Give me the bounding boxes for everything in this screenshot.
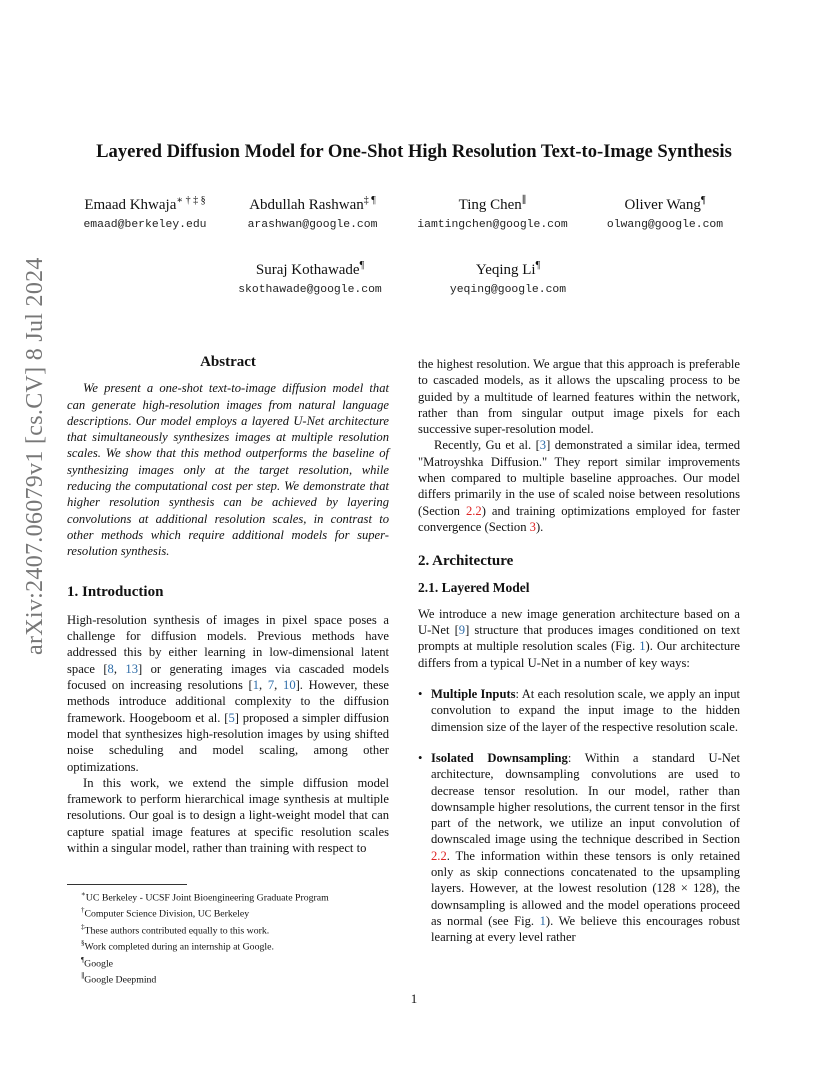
intro-paragraph-2: In this work, we extend the simple diffusion model framework to perform hierarchical image synthesis at multiple resolutions. Our goal is to design a light-weight model that can capture spatial image features at specific resolution scales within a singular model, rather than training with respect to [67,775,389,856]
author-email: skothawade@google.com [238,284,382,296]
author-name: Abdullah Rashwan [249,197,364,213]
section-link[interactable]: 2.2 [465,503,482,518]
bullet-label: Isolated Downsampling [431,750,568,765]
author-name: Emaad Khwaja [84,197,177,213]
footnote-rule [67,884,187,885]
footnote: ¶Google [81,955,114,970]
page-number: 1 [410,991,418,1006]
author-affiliation-marks: ¶ [700,195,706,206]
citation-link[interactable]: 10 [283,678,296,693]
author-affiliation-marks: ¶ [359,260,365,271]
paper-title: Layered Diffusion Model for One-Shot High Resolution Text-to-Image Synthesis [96,141,732,162]
footnote: ∥Google Deepmind [81,972,157,986]
intro-heading: 1. Introduction [67,583,164,600]
author-6 [428,260,588,296]
footnotes [67,884,389,987]
author-1 [60,195,230,231]
footnote: §Work completed during an internship at Google. [81,939,274,953]
right-column [418,356,740,946]
author-email: olwang@google.com [606,219,724,231]
arxiv-identifier: arXiv:2407.06079v1 [cs.CV] 8 Jul 2024 [22,257,48,655]
author-name: Yeqing Li [475,262,536,278]
author-affiliation-marks: ∗ † ‡ § [176,195,206,206]
layered-model-heading: 2.1. Layered Model [418,579,530,595]
bullet-label: Multiple Inputs [431,687,516,702]
author-name: Suraj Kothawade [255,262,360,278]
author-name: Ting Chen [458,197,522,213]
author-3 [400,195,585,231]
section-link[interactable]: 3 [529,519,536,534]
footnote: ‡These authors contributed equally to this work. [81,922,270,937]
author-affiliation-marks: ¶ [535,260,541,271]
left-column [67,354,389,856]
layered-paragraph: We introduce a new image generation architecture based on a U-Net [9] structure that produces images conditioned on text prompts at multiple resolution scales (Fig. 1). Our architecture differs from a typical U-Net in a number of key ways: [418,606,740,670]
citation-link[interactable]: 13 [125,661,138,676]
abstract-text: We present a one-shot text-to-image diffusion model that can generate high-resolution images from natural language descriptions. Our model employs a layered U-Net architecture that simultaneously synthesizes images at multiple resolution scales. We show that this method outperforms the baseline of synthesizing images only at the target resolution, while reducing the computational cost per step. We demonstrate that higher resolution synthesis can be achieved by layering convolutions at additional resolution scales, in contrast to other methods which require additional models for super-resolution synthesis. [67,381,389,559]
author-name: Oliver Wang [624,197,701,213]
author-email: emaad@berkeley.edu [83,219,207,231]
right-paragraph-2: Recently, Gu et al. [3] demonstrated a similar idea, termed "Matroyshka Diffusion." They report similar improvements when compared to multiple baseline approaches. Our model differs primarily in the use of scaled noise between resolutions (Section 2.2) and training optimizations employed for faster convergence (Section 3). [418,438,740,534]
section-link[interactable]: 2.2 [431,848,447,863]
abstract-heading: Abstract [200,354,256,370]
author-email: iamtingchen@google.com [417,219,568,231]
author-affiliation-marks: ‡ ¶ [363,195,376,206]
citation-link[interactable]: 9 [458,623,466,638]
intro-paragraph-1: High-resolution synthesis of images in pixel space poses a challenge for diffusion models. Previous methods have addressed this by either learning in low-dimensional latent space [8, 13] or generating images via cascaded models focused on increasing resolutions [1, 7, 10]. However, these methods introduce additional complexity to the diffusion framework. Hoogeboom et al. [5] proposed a simpler diffusion model that synthesizes high-resolution images by using shifted noise scheduling and model scaling, among other optimizations. [67,612,390,774]
author-4 [590,195,740,231]
citation-link[interactable]: 8 [107,661,114,676]
author-email: arashwan@google.com [247,219,378,231]
footnote: ∗UC Berkeley - UCSF Joint Bioengineering Graduate Program [81,890,329,904]
right-paragraph-1: the highest resolution. We argue that this approach is preferable to cascaded models, as it allows the upscaling process to be guided by a multitude of learned features within the network, rather than from singular output image pixels for each successive super-resolution model. [418,357,740,437]
author-affiliation-marks: ∥ [521,195,527,206]
author-5 [220,260,400,296]
citation-link[interactable]: 5 [228,710,235,725]
figure-link[interactable]: 1 [639,639,646,654]
bullet-multiple-inputs: • Multiple Inputs: At each resolution scale, we apply an input convolution to expand the input image to the hidden dimension size of the layer of the respective resolution scale. [418,687,740,734]
bullet-icon: • [418,687,423,702]
citation-link[interactable]: 3 [539,438,547,453]
bullet-icon: • [418,750,423,765]
footnote: †Computer Science Division, UC Berkeley [81,906,250,920]
figure-link[interactable]: 1 [539,913,546,928]
citation-link[interactable]: 1 [252,678,260,693]
architecture-heading: 2. Architecture [418,553,514,570]
author-2 [225,195,400,231]
author-email: yeqing@google.com [449,284,567,296]
citation-link[interactable]: 7 [267,678,275,693]
bullet-isolated-downsampling: • Isolated Downsampling: Within a standard U-Net architecture, downsampling convolutions are used to decrease tensor resolution. In our model, rather than downsample higher resolutions, the current tensor in the first part of the network, we utilize an input convolution of downscaled image using the technique described in Section 2.2. The information within these tensors is only retained only as skip connections concatenated to the upsampling layers. However, at the lowest resolution (128 × 128), the downsampling is allowed and the model operations proceed as normal (see Fig. 1). We believe this encourages robust learning at every level rather [418,750,740,945]
